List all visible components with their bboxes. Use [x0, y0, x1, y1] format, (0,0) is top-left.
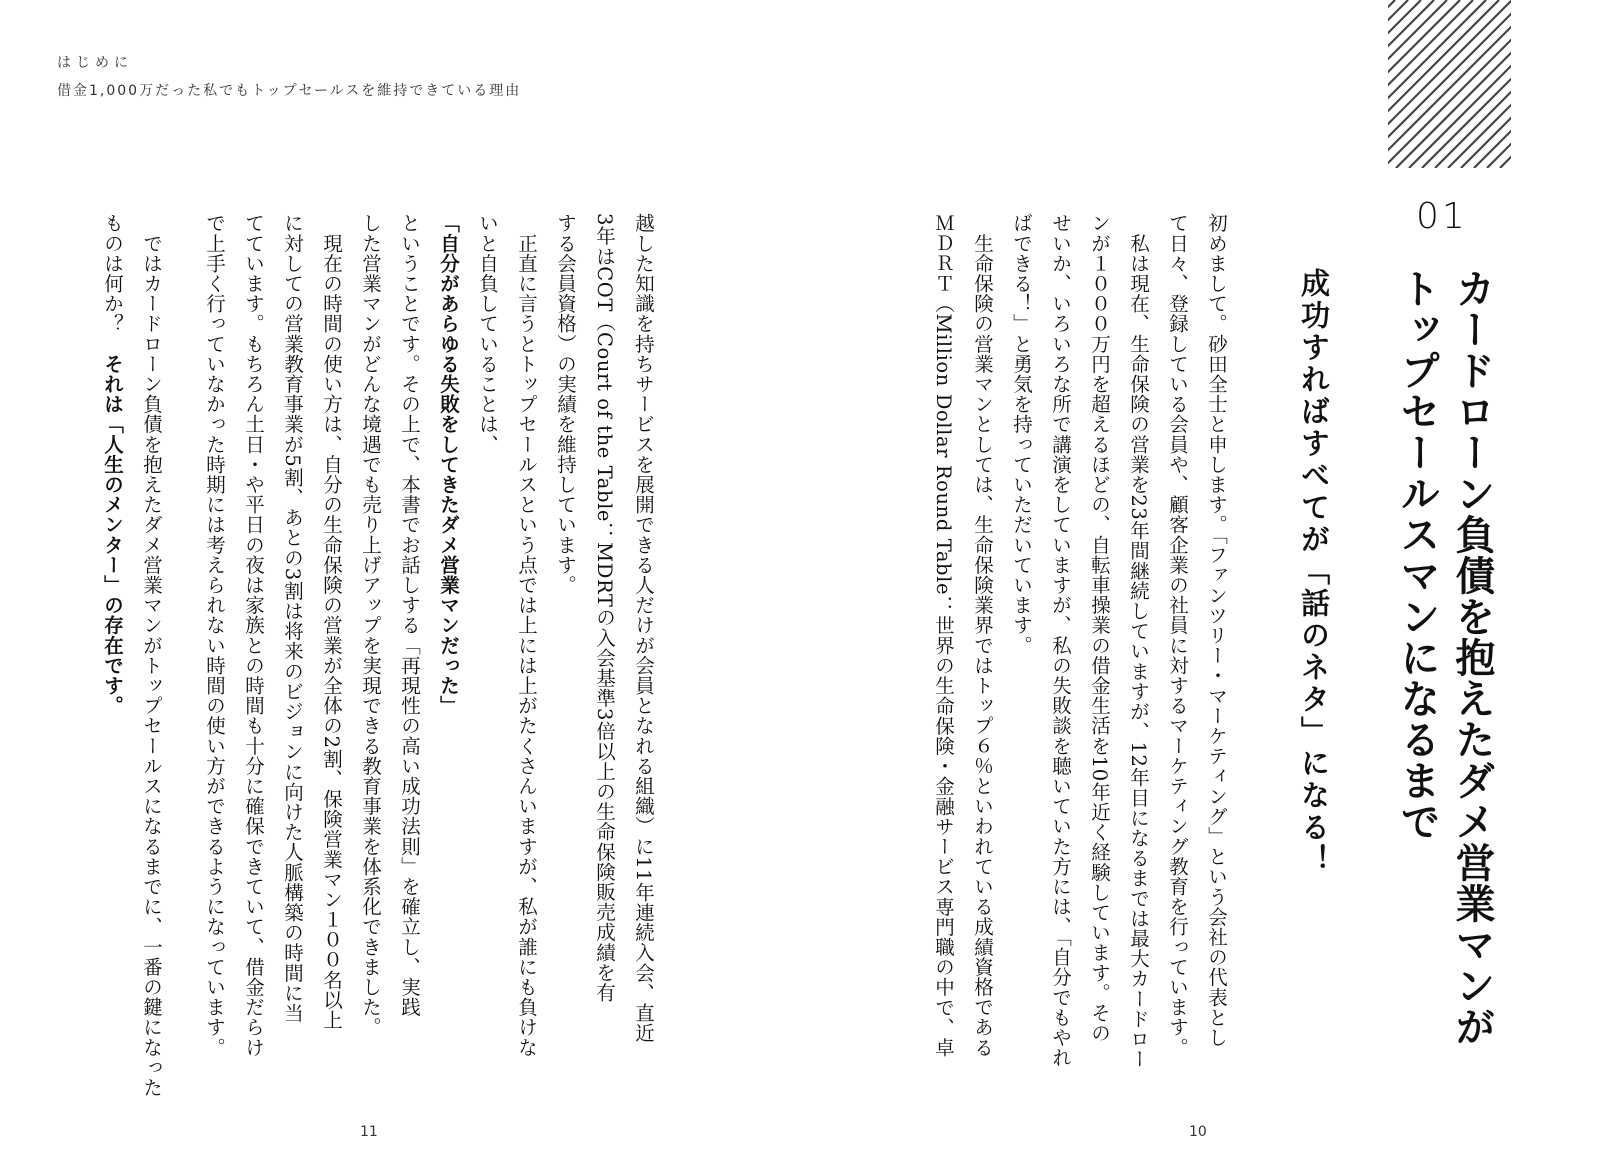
right-body-line: ＭＤＲＴ（Million Dollar Round Table：世界の生命保険・金融サービス専門職の中で、卓: [932, 213, 955, 1058]
chapter-number: 01: [1416, 196, 1468, 237]
left-body-line: 現在の時間の使い方は、自分の生命保険の営業が全体の2割、保険営業マン１００名以上: [320, 213, 343, 1031]
right-body-line: ンが１０００万円を超えるほどの、自転車操業の借金生活を10年近く経験しています。その: [1088, 213, 1111, 1044]
running-header-section: はじめに: [57, 55, 133, 71]
final-paragraph-line: [93, 213, 132, 716]
stripe-line: [1388, 0, 1499, 168]
left-body-line: 3年はCOT（Court of the Table：MDRTの入会基準3倍以上の生命保険販売成績を有: [593, 213, 616, 1003]
stripe-line: [1388, 0, 1486, 168]
right-body-line: 私は現在、生命保険の営業を23年間継続していますが、12年目になるまでは最大カードロー: [1127, 213, 1150, 1070]
right-body-line: せいか、いろいろな所で講演をしていますが、私の失敗談を聴いていた方には、「自分でもやれ: [1049, 213, 1072, 1068]
left-body-line: いと自負していることは、: [476, 213, 499, 455]
left-body-line: で上手く行っていなかった時期には考えられない時間の使い方ができるようになっています。: [203, 213, 226, 1058]
right-body-line: 初めまして。砂田全士と申します。「ファンツリー・マーケティング」という会社の代表とし: [1205, 213, 1228, 1048]
chapter-title-line-1: カードローン負債を抱えたダメ営業マンが: [1449, 268, 1495, 1047]
left-body-line: 越した知識を持ちサービスを展開できる人だけが会員となれる組織）に11年連続入会、直近: [632, 213, 655, 1044]
left-body-line: した営業マンがどんな境遇でも売り上げアップを実現できる教育事業を体系化できました。: [359, 213, 382, 1038]
chapter-title-line-2: トップセールスマンになるまで: [1394, 268, 1440, 842]
page-number-left: 11: [360, 1124, 378, 1140]
emphasis-line: 「自分があらゆる失敗をしてきたダメ営業マンだった」: [437, 213, 460, 716]
right-body-line: ばできる！」と勇気を持っていただいています。: [1010, 213, 1033, 656]
page-number-right: 10: [1189, 1124, 1207, 1140]
right-body-line: て日々、登録している会員や、顧客企業の社員に対するマーケティング教育を行っています。: [1166, 213, 1189, 1058]
chapter-subtitle: 成功すればすべてが「話のネタ」になる！: [1297, 268, 1331, 876]
left-body-line: ということです。その上で、本書でお話しする「再現性の高い成功法則」を確立し、実践: [398, 213, 421, 1017]
final-question: ものは何か？: [101, 213, 124, 354]
stripe-line: [1388, 0, 1408, 168]
decorative-stripes: [1388, 0, 1511, 168]
running-header-subtitle: 借金1,000万だった私でもトップセールスを維持できている理由: [57, 83, 522, 99]
left-body-line: に対しての営業教育事業が5割、あとの3割は将来のビジョンに向けた人脈構築の時間に当: [281, 213, 304, 1023]
left-body-line: てています。もちろん土日・や平日の夜は家族との時間も十分に確保できていて、借金だらけ: [242, 213, 265, 1058]
right-body-line: 生命保険の営業マンとしては、生命保険業界ではトップ６％といわれている成績資格である: [971, 213, 994, 1058]
left-body-line: 正直に言うとトップセールスという点では上には上がたくさんいますが、私が誰にも負けな: [515, 213, 538, 1058]
final-paragraph-line: ではカードローン負債を抱えたダメ営業マンがトップセールスになるまでに、一番の鍵になった: [140, 213, 163, 1098]
left-body-line: する会員資格）の実績を維持しています。: [554, 213, 577, 595]
final-answer-emphasis: それは「人生のメンター」の存在です。: [101, 353, 124, 716]
